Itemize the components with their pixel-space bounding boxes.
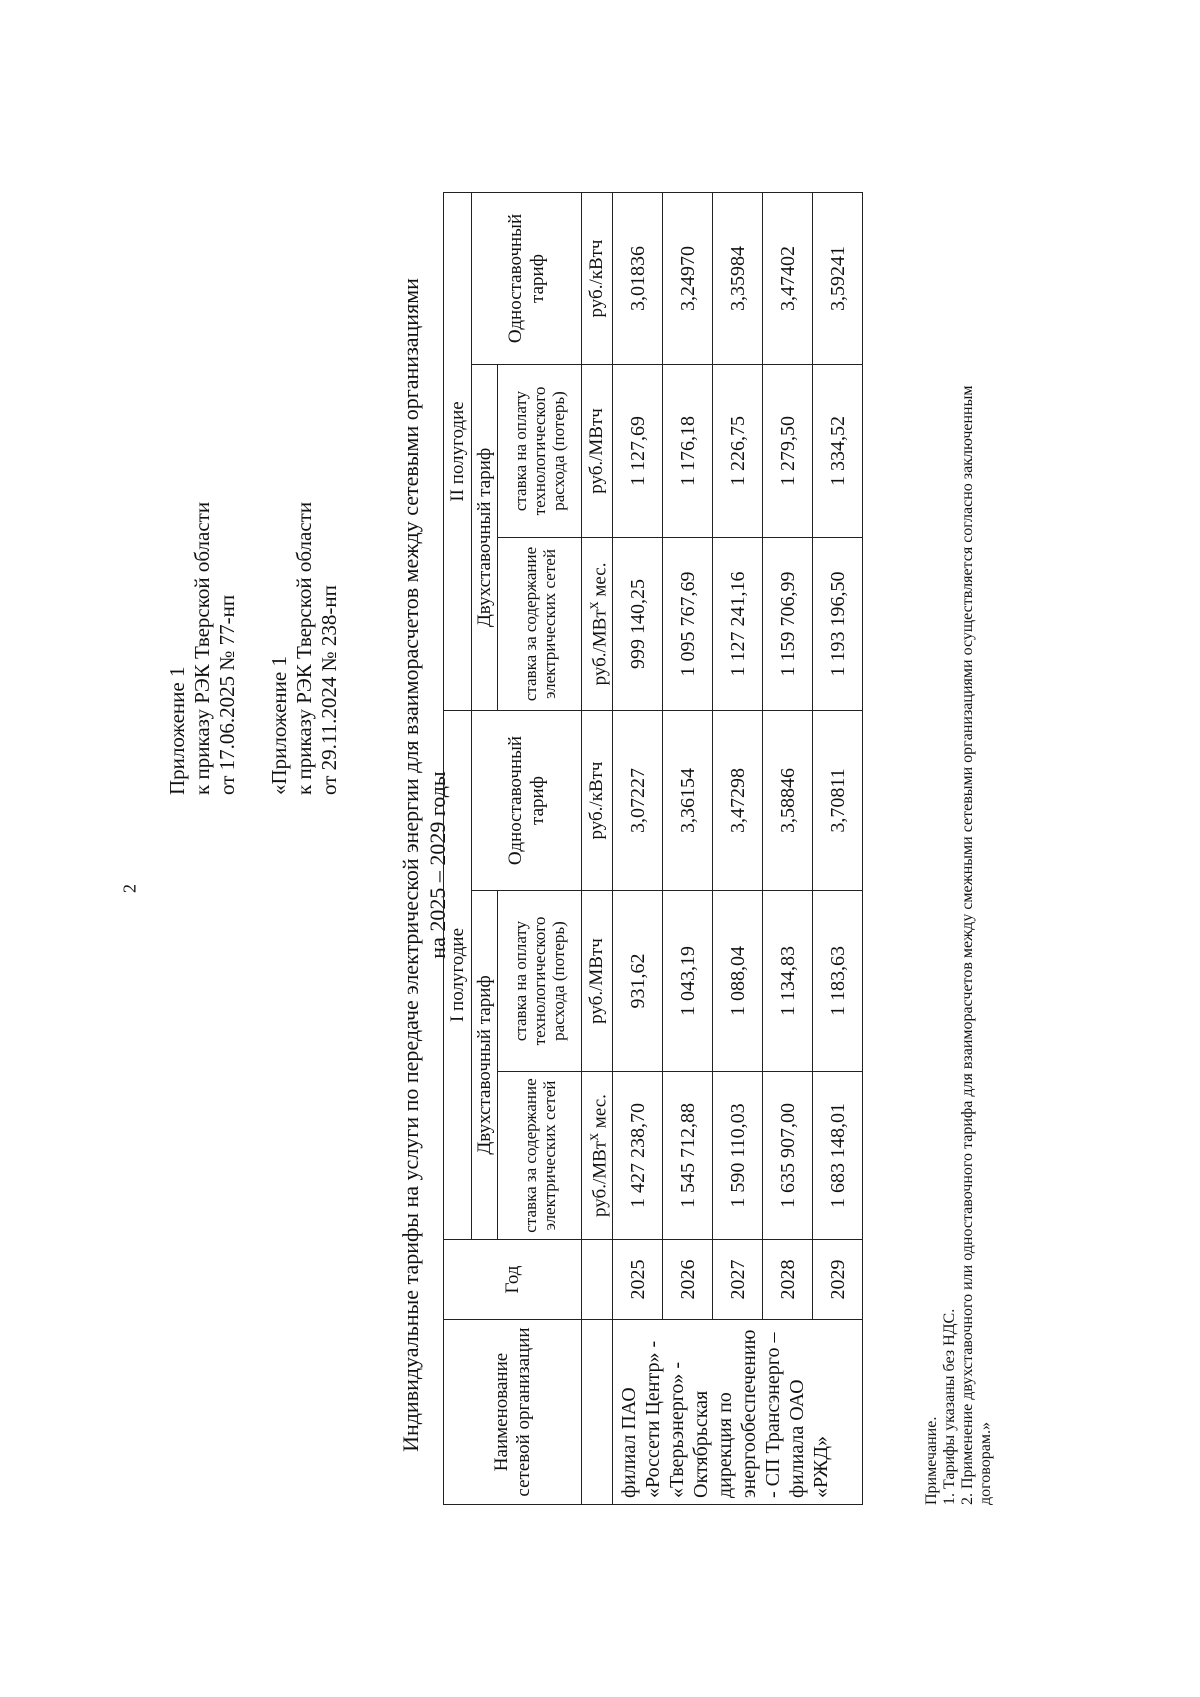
year-header: Год — [444, 1240, 582, 1320]
h1-single-cell: 3,07227 — [613, 710, 663, 890]
notes-heading: Примечание. — [923, 1416, 940, 1505]
h1-maint-cell: 1 590 110,03 — [713, 1072, 763, 1240]
h2-loss-cell: 1 226,75 — [713, 364, 763, 537]
half2-maint-rate-header: ставка за содержание электрических сетей — [498, 537, 582, 710]
notes-block — [923, 175, 995, 1505]
page-number: 2 — [119, 884, 140, 893]
half2-two-part-header: Двухставочный тариф — [472, 364, 498, 710]
table-row — [813, 192, 863, 1504]
year-cell: 2029 — [813, 1240, 863, 1320]
note-2: 2. Применение двухставочного или одноставочного тарифа для взаиморасчетов между смежными сетевыми организациями осуществляется согласно заключенным — [959, 385, 976, 1505]
h1-maint-cell: 1 427 238,70 — [613, 1072, 663, 1240]
half2-loss-rate-header: ставка на оплату технологического расхода (потерь) — [498, 364, 582, 537]
year-cell: 2025 — [613, 1240, 663, 1320]
table-row — [613, 192, 663, 1504]
year-cell: 2028 — [763, 1240, 813, 1320]
half2-loss-unit: руб./МВтч — [582, 364, 613, 537]
half1-single-unit: руб./кВтч — [582, 710, 613, 890]
h1-single-cell: 3,70811 — [813, 710, 863, 890]
table-row — [763, 192, 813, 1504]
appendix-old-line-3: от 29.11.2024 № 238-нп — [317, 585, 341, 795]
h1-loss-cell: 931,62 — [613, 891, 663, 1072]
half1-two-part-header: Двухставочный тариф — [472, 891, 498, 1240]
appendix-old-reference — [267, 502, 342, 795]
half2-single-unit: руб./кВтч — [582, 192, 613, 364]
h2-loss-cell: 1 127,69 — [613, 364, 663, 537]
h1-loss-cell: 1 183,63 — [813, 891, 863, 1072]
units-row — [582, 192, 613, 1504]
h2-loss-cell: 1 279,50 — [763, 364, 813, 537]
appendix-old-line-2: к приказу РЭК Тверской области — [292, 501, 316, 795]
h2-maint-cell: 1 095 767,69 — [663, 537, 713, 710]
title-line-2: на 2025 – 2029 годы — [425, 771, 450, 959]
year-cell: 2027 — [713, 1240, 763, 1320]
h1-loss-cell: 1 043,19 — [663, 891, 713, 1072]
h2-loss-cell: 1 334,52 — [813, 364, 863, 537]
half1-loss-unit: руб./МВтч — [582, 891, 613, 1072]
h1-single-cell: 3,58846 — [763, 710, 813, 890]
h1-maint-cell: 1 635 907,00 — [763, 1072, 813, 1240]
table-row — [713, 192, 763, 1504]
half1-maint-rate-header: ставка за содержание электрических сетей — [498, 1072, 582, 1240]
half2-header: II полугодие — [444, 192, 472, 710]
tariff-table — [443, 192, 863, 1505]
appendix-new-line-1: Приложение 1 — [165, 666, 189, 795]
h2-maint-cell: 1 127 241,16 — [713, 537, 763, 710]
h2-maint-cell: 1 159 706,99 — [763, 537, 813, 710]
appendix-new-reference — [165, 502, 240, 795]
h2-single-cell: 3,24970 — [663, 192, 713, 364]
note-2-continued: договорам.» — [977, 1422, 994, 1505]
h1-loss-cell: 1 088,04 — [713, 891, 763, 1072]
units-empty-year — [582, 1240, 613, 1320]
half1-header: I полугодие — [444, 710, 472, 1239]
h2-single-cell: 3,47402 — [763, 192, 813, 364]
appendix-new-line-2: к приказу РЭК Тверской области — [190, 501, 214, 795]
appendix-new-line-3: от 17.06.2025 № 77-нп — [215, 594, 239, 795]
title-line-1: Индивидуальные тарифы на услуги по передаче электрической энергии для взаиморасчетов между сетевыми организациями — [398, 278, 423, 1452]
table-row — [663, 192, 713, 1504]
half2-single-rate-header: Одноставочный тариф — [472, 192, 582, 364]
half2-maint-unit: руб./МВт$^х$ мес. — [582, 537, 613, 710]
h2-maint-cell: 999 140,25 — [613, 537, 663, 710]
header-row-1 — [444, 192, 472, 1504]
h1-loss-cell: 1 134,83 — [763, 891, 813, 1072]
h1-single-cell: 3,36154 — [663, 710, 713, 890]
h2-single-cell: 3,35984 — [713, 192, 763, 364]
org-header: Наименование сетевой организации — [444, 1320, 582, 1505]
h1-maint-cell: 1 545 712,88 — [663, 1072, 713, 1240]
rotated-page-content — [165, 165, 1005, 1565]
half1-single-rate-header: Одноставочный тариф — [472, 710, 582, 890]
appendix-old-line-1: «Приложение 1 — [267, 656, 291, 795]
h1-single-cell: 3,47298 — [713, 710, 763, 890]
h2-single-cell: 3,59241 — [813, 192, 863, 364]
organization-name: филиал ПАО «Россети Центр» - «Тверьэнерго» - Октябрьская дирекция по энергообеспечению - СП Трансэнерго – филиала ОАО «РЖД» — [613, 1320, 863, 1505]
year-cell: 2026 — [663, 1240, 713, 1320]
half1-loss-rate-header: ставка на оплату технологического расхода (потерь) — [498, 891, 582, 1072]
half1-maint-unit: руб./МВт$^х$ мес. — [582, 1072, 613, 1240]
units-empty-org — [582, 1320, 613, 1505]
h2-maint-cell: 1 193 196,50 — [813, 537, 863, 710]
h1-maint-cell: 1 683 148,01 — [813, 1072, 863, 1240]
h2-loss-cell: 1 176,18 — [663, 364, 713, 537]
h2-single-cell: 3,01836 — [613, 192, 663, 364]
note-1: 1. Тарифы указаны без НДС. — [941, 1308, 958, 1505]
